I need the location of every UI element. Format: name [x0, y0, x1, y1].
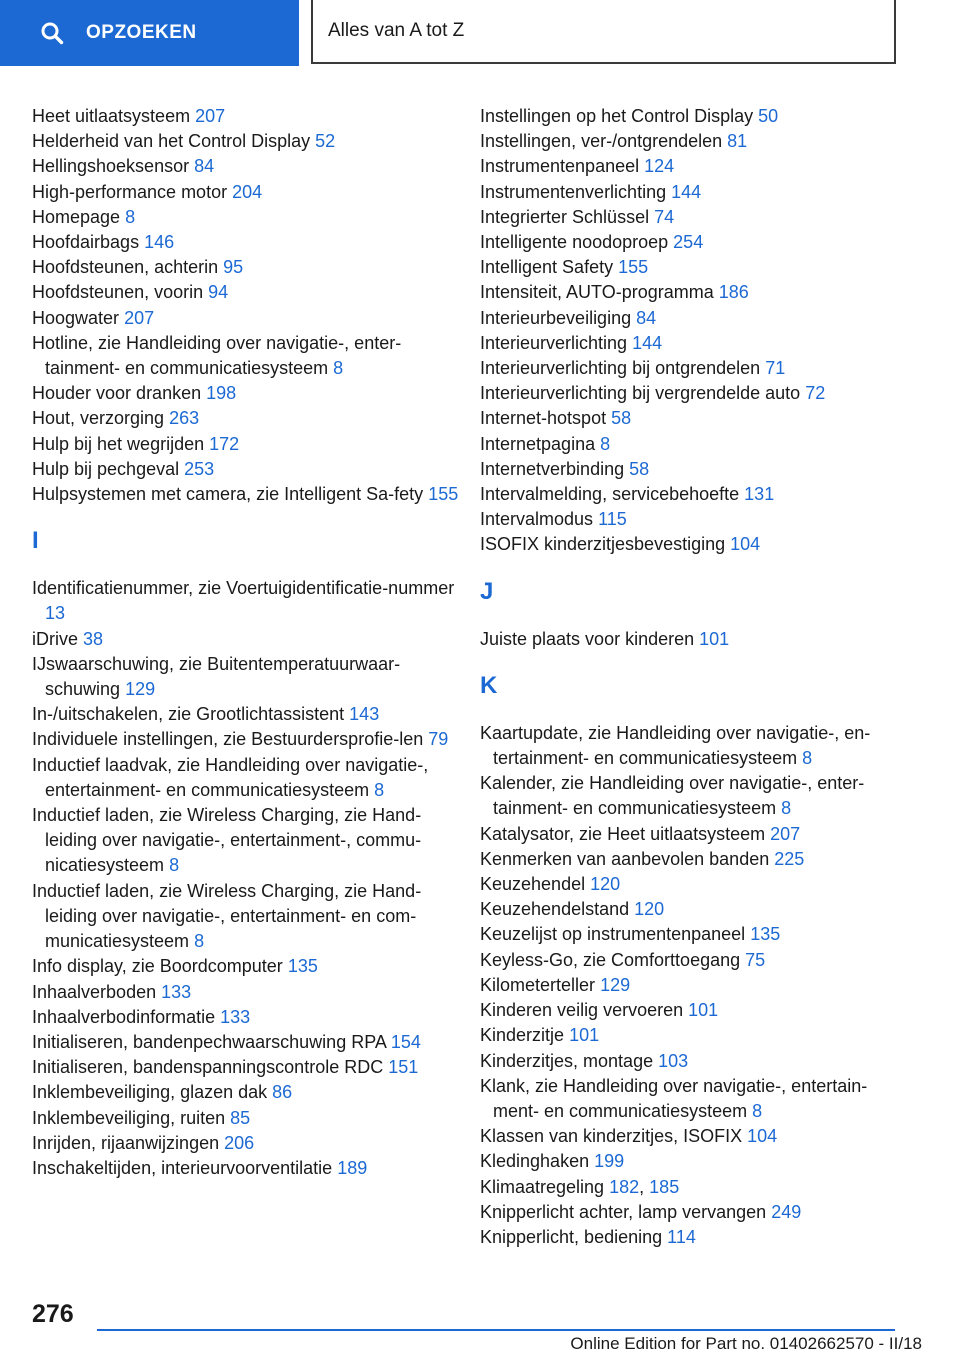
- index-entry: [32, 879, 472, 955]
- index-page-link[interactable]: 104: [747, 1126, 778, 1147]
- index-entry-term: High-performance motor: [32, 181, 228, 202]
- index-entry-term: Hulpsystemen met camera, zie Intelligent Sa-fety: [32, 484, 424, 505]
- index-entry: [32, 457, 472, 482]
- index-entry-term: Hulp bij pechgeval: [32, 458, 180, 479]
- index-page-link[interactable]: 114: [667, 1226, 696, 1247]
- index-entry: [32, 576, 472, 626]
- index-entry-term: In-/uitschakelen, zie Grootlichtassistent: [32, 704, 345, 725]
- index-entry-term: Kaartupdate, zie Handleiding over navigatie-, en-tertainment- en communicatiesysteem: [480, 722, 871, 769]
- index-page-link[interactable]: 72: [805, 383, 826, 404]
- index-page-link[interactable]: 101: [569, 1025, 600, 1046]
- index-entry: [32, 1055, 472, 1080]
- index-entry-term: Individuele instellingen, zie Bestuurdersprofie-len: [32, 729, 424, 750]
- index-entry: [32, 432, 472, 457]
- index-page-link[interactable]: 50: [758, 106, 779, 126]
- index-page-link[interactable]: 151: [388, 1057, 419, 1078]
- index-entry: [480, 1049, 900, 1074]
- index-entry: [480, 432, 900, 457]
- index-entry: [32, 406, 472, 431]
- index-entry-term: Hoofdairbags: [32, 232, 140, 253]
- index-entry: [32, 180, 472, 205]
- index-page-link[interactable]: 95: [223, 257, 244, 278]
- index-section-letter: I: [32, 527, 39, 555]
- index-entry: [32, 753, 472, 803]
- index-entry-term: Interieurverlichting: [480, 332, 628, 353]
- index-page-link[interactable]: 189: [337, 1157, 368, 1178]
- index-page-link[interactable]: 135: [287, 956, 318, 977]
- index-entry: [32, 727, 472, 752]
- index-page-link[interactable]: 79: [428, 729, 449, 750]
- index-entry: [480, 1200, 900, 1225]
- index-entry-term: Knipperlicht achter, lamp vervangen: [480, 1201, 767, 1222]
- index-entry-term: Klank, zie Handleiding over navigatie-, entertain-ment- en communicatiesysteem: [480, 1075, 868, 1121]
- index-entry-term: Interieurverlichting bij ontgrendelen: [480, 358, 761, 379]
- index-entry: [32, 230, 472, 255]
- index-page-link[interactable]: 135: [750, 924, 781, 945]
- index-entry-term: Keyless-Go, zie Comforttoegang: [480, 949, 741, 970]
- index-page-link[interactable]: 131: [744, 484, 775, 505]
- index-entry: [480, 998, 900, 1023]
- index-page-link[interactable]: 146: [144, 232, 175, 253]
- index-page-link[interactable]: 38: [83, 628, 104, 649]
- index-entry: [480, 771, 900, 821]
- index-entry-term: iDrive: [32, 628, 79, 649]
- index-page-link[interactable]: 58: [611, 408, 632, 429]
- index-entry-term: Kalender, zie Handleiding over navigatie-, enter-tainment- en communicatiesysteem: [480, 773, 865, 819]
- index-entry-term: Initialiseren, bandenpechwaarschuwing RPA: [32, 1031, 386, 1052]
- index-entry: [480, 255, 900, 280]
- index-page-link[interactable]: 8: [169, 855, 180, 876]
- index-entry: [480, 457, 900, 482]
- index-entry: [480, 230, 900, 255]
- index-entry: [480, 306, 900, 331]
- index-page-link[interactable]: 71: [765, 358, 786, 379]
- index-entry-term: Kinderzitjes, montage: [480, 1050, 654, 1071]
- index-entry-term: Internet-hotspot: [480, 408, 607, 429]
- index-page-link[interactable]: 185: [649, 1176, 680, 1197]
- index-entry-term: Knipperlicht, bediening: [480, 1226, 663, 1247]
- index-entry: [32, 652, 472, 702]
- index-entry: [32, 129, 472, 154]
- index-entry-term: Inductief laden, zie Wireless Charging, zie Hand-leiding over navigatie-, entertainment- en com-municatiesysteem: [32, 880, 422, 952]
- index-entry-term: Inhaalverboden: [32, 981, 157, 1002]
- index-entry-term: Kilometerteller: [480, 974, 596, 995]
- index-page-link[interactable]: 155: [428, 484, 459, 505]
- index-entry-term: Juiste plaats voor kinderen: [480, 628, 695, 649]
- index-page-link[interactable]: 86: [272, 1082, 293, 1103]
- index-page-link[interactable]: 204: [232, 181, 263, 202]
- index-entry: [480, 1124, 900, 1149]
- index-page-link[interactable]: 263: [169, 408, 200, 429]
- index-entry: [480, 180, 900, 205]
- index-entry: [480, 104, 900, 129]
- index-entry: [480, 948, 900, 973]
- search-button-label: OPZOEKEN: [86, 22, 197, 43]
- index-page-link[interactable]: 186: [718, 282, 749, 303]
- index-entry: [480, 1225, 900, 1250]
- index-entry: [480, 847, 900, 872]
- index-entry: [480, 507, 900, 532]
- index-entry-term: Internetverbinding: [480, 458, 625, 479]
- index-entry: [480, 406, 900, 431]
- index-entry-term: Keuzehendel: [480, 874, 586, 895]
- index-page-link[interactable]: 206: [224, 1132, 255, 1153]
- index-entry: [32, 954, 472, 979]
- index-page-link[interactable]: 8: [752, 1100, 763, 1121]
- index-page-link[interactable]: 254: [673, 232, 704, 253]
- index-entry-term: Klassen van kinderzitjes, ISOFIX: [480, 1126, 743, 1147]
- index-entry-term: Info display, zie Boordcomputer: [32, 956, 283, 977]
- index-page-link[interactable]: 207: [124, 307, 155, 328]
- index-entry-term: Houder voor dranken: [32, 383, 202, 404]
- index-section-letter: K: [480, 671, 498, 699]
- index-entry: [480, 356, 900, 381]
- index-entry-term: Keuzelijst op instrumentenpaneel: [480, 924, 746, 945]
- index-entry-term: Inductief laden, zie Wireless Charging, zie Hand-leiding over navigatie-, entertainment-, commu-nicatiesysteem: [32, 805, 422, 876]
- index-page-link[interactable]: 13: [45, 603, 66, 624]
- index-entry-term: Homepage: [32, 206, 121, 227]
- index-entry-term: Identificatienummer, zie Voertuigidentificatie-nummer: [32, 578, 455, 599]
- index-entry: [480, 154, 900, 179]
- index-entry-term: Internetpagina: [480, 433, 596, 454]
- index-entry: [32, 1080, 472, 1105]
- index-entry: [32, 331, 472, 381]
- index-entry: [32, 1030, 472, 1055]
- index-entry: Klimaatregeling 182, 185: [480, 1176, 680, 1197]
- index-page-link[interactable]: 75: [745, 949, 766, 970]
- index-entry: [32, 280, 472, 305]
- index-entry-term: Interieurverlichting bij vergrendelde auto: [480, 383, 801, 404]
- index-entry: [480, 532, 900, 557]
- index-entry-term: Intervalmodus: [480, 509, 594, 530]
- index-entry: [32, 1005, 472, 1030]
- index-page-link[interactable]: 58: [629, 458, 650, 479]
- footer-edition-text: Online Edition for Part no. 01402662570 - II/18: [570, 1334, 922, 1353]
- index-page-link[interactable]: 249: [771, 1201, 802, 1222]
- index-page-link[interactable]: 115: [598, 509, 627, 530]
- index-page-link[interactable]: 172: [209, 433, 240, 454]
- index-page-link[interactable]: 133: [220, 1006, 251, 1027]
- index-entry: [32, 1156, 472, 1181]
- index-entry-term: Instellingen op het Control Display: [480, 106, 754, 126]
- index-entry-term: Interieurbeveiliging: [480, 307, 632, 328]
- index-entry: [32, 381, 472, 406]
- index-entry-term: Inklembeveiliging, ruiten: [32, 1107, 226, 1128]
- index-entry-term: Hoofdsteunen, achterin: [32, 257, 219, 278]
- index-page-link[interactable]: 8: [194, 931, 205, 952]
- index-page-link[interactable]: 155: [618, 257, 649, 278]
- index-entry: [480, 381, 900, 406]
- page-number: 276: [32, 1300, 74, 1328]
- index-entry-term: Hoofdsteunen, voorin: [32, 282, 204, 303]
- index-page-link[interactable]: 120: [590, 874, 621, 895]
- index-page-link[interactable]: 8: [802, 748, 813, 769]
- index-page-link[interactable]: 8: [781, 798, 792, 819]
- index-entry: [32, 255, 472, 280]
- index-page-link[interactable]: 225: [774, 848, 805, 869]
- index-page-link[interactable]: 207: [770, 823, 801, 844]
- index-entry: [480, 331, 900, 356]
- top-navigation-bar: [0, 0, 960, 66]
- index-entry: [480, 482, 900, 507]
- index-entry-term: Kledinghaken: [480, 1151, 590, 1172]
- index-page-link[interactable]: 84: [194, 156, 215, 177]
- index-entry-term: Hotline, zie Handleiding over navigatie-, enter-tainment- en communicatiesysteem: [32, 332, 402, 379]
- index-entry-term: Inschakeltijden, interieurvoorventilatie: [32, 1157, 333, 1178]
- index-section-letter: J: [480, 577, 494, 605]
- index-column-right: [480, 104, 900, 1250]
- index-entry-term: Integrierter Schlüssel: [480, 206, 650, 227]
- index-entry-term: Heet uitlaatsysteem: [32, 106, 191, 126]
- index-entry-term: Initialiseren, bandenspanningscontrole RDC: [32, 1057, 384, 1078]
- index-entry: [480, 822, 900, 847]
- index-entry: [32, 154, 472, 179]
- index-entry: [480, 922, 900, 947]
- index-entry-term: Keuzehendelstand: [480, 899, 630, 920]
- index-entry-term: Helderheid van het Control Display: [32, 131, 311, 152]
- index-entry-term: Intensiteit, AUTO-programma: [480, 282, 714, 303]
- index-page-link[interactable]: 207: [195, 106, 226, 126]
- index-entry-term: ISOFIX kinderzitjesbevestiging: [480, 534, 726, 555]
- index-page-link[interactable]: 129: [125, 679, 156, 700]
- index-entry: [480, 280, 900, 305]
- index-entry: [32, 1131, 472, 1156]
- index-entry: [32, 980, 472, 1005]
- index-page-link[interactable]: 8: [333, 358, 344, 379]
- index-entry: [32, 627, 472, 652]
- index-entry-term: Intervalmelding, servicebehoefte: [480, 484, 740, 505]
- index-entry-term: Kinderen veilig vervoeren: [480, 1000, 684, 1021]
- index-page-link[interactable]: 8: [125, 206, 136, 227]
- index-entry: [480, 1149, 900, 1174]
- index-entry: [480, 205, 900, 230]
- index-page-link[interactable]: 199: [594, 1151, 625, 1172]
- section-title: Alles van A tot Z: [328, 20, 465, 41]
- index-page-link[interactable]: 101: [688, 1000, 719, 1021]
- index-entry-term: Inductief laadvak, zie Handleiding over navigatie-, entertainment- en communicatiesysteem: [32, 754, 429, 800]
- index-page-link[interactable]: 81: [727, 131, 748, 152]
- index-page-link[interactable]: 144: [632, 332, 663, 353]
- index-entry-term: Klimaatregeling: [480, 1176, 605, 1197]
- index-page-link[interactable]: 129: [600, 974, 631, 995]
- index-entry: [32, 482, 472, 507]
- index-entry: [32, 803, 472, 879]
- index-entry-term: Hoogwater: [32, 307, 120, 328]
- index-page-link[interactable]: 182: [609, 1176, 640, 1197]
- section-title-box: [311, 0, 896, 64]
- index-page-link[interactable]: 120: [634, 899, 665, 920]
- index-page-link[interactable]: 124: [644, 156, 675, 177]
- index-page-link[interactable]: 103: [658, 1050, 689, 1071]
- index-entry-term: Intelligente noodoproep: [480, 232, 669, 253]
- index-entry-term: Inhaalverbodinformatie: [32, 1006, 216, 1027]
- index-entry: [480, 721, 900, 771]
- search-icon: [40, 21, 64, 45]
- index-entry: [32, 702, 472, 727]
- index-page-link[interactable]: 143: [349, 704, 380, 725]
- index-entry: [480, 897, 900, 922]
- index-entry: [32, 1106, 472, 1131]
- index-page-link[interactable]: 74: [654, 206, 675, 227]
- search-button[interactable]: [0, 0, 299, 66]
- index-entry: [480, 627, 900, 652]
- index-page-link[interactable]: 101: [699, 628, 730, 649]
- index-entry-term: Hout, verzorging: [32, 408, 165, 429]
- index-page-link[interactable]: 94: [208, 282, 229, 303]
- index-page-link[interactable]: 253: [184, 458, 215, 479]
- index-entry-term: Instellingen, ver-/ontgrendelen: [480, 131, 723, 152]
- index-column-left: [32, 104, 472, 1181]
- index-page-link[interactable]: 154: [390, 1031, 421, 1052]
- index-page-link[interactable]: 84: [636, 307, 657, 328]
- index-page-link[interactable]: 52: [315, 131, 336, 152]
- index-entry-term: Hulp bij het wegrijden: [32, 433, 205, 454]
- index-entry: [480, 872, 900, 897]
- index-entry-term: Instrumentenverlichting: [480, 181, 667, 202]
- index-entry: [480, 1023, 900, 1048]
- index-entry-term: Instrumentenpaneel: [480, 156, 640, 177]
- index-entry-term: Kenmerken van aanbevolen banden: [480, 848, 770, 869]
- index-entry: [32, 104, 472, 129]
- footer-divider: [97, 1329, 895, 1331]
- index-entry-term: Inklembeveiliging, glazen dak: [32, 1082, 268, 1103]
- index-entry: [32, 306, 472, 331]
- index-entry: [480, 1074, 900, 1124]
- index-page-link[interactable]: 144: [671, 181, 702, 202]
- index-page-link[interactable]: 198: [206, 383, 237, 404]
- index-entry-term: Intelligent Safety: [480, 257, 614, 278]
- index-page-link[interactable]: 133: [161, 981, 192, 1002]
- index-page-link[interactable]: 8: [600, 433, 611, 454]
- index-entry-term: Kinderzitje: [480, 1025, 565, 1046]
- index-entry: [32, 205, 472, 230]
- index-page-link[interactable]: 85: [230, 1107, 251, 1128]
- index-entry-term: Hellingshoeksensor: [32, 156, 190, 177]
- index-page-link[interactable]: 8: [374, 779, 385, 800]
- index-entry-term: Katalysator, zie Heet uitlaatsysteem: [480, 823, 766, 844]
- index-entry-term: IJswaarschuwing, zie Buitentemperatuurwaar-schuwing: [32, 653, 401, 700]
- index-page-link[interactable]: 104: [730, 534, 761, 555]
- index-entry: [480, 973, 900, 998]
- index-entry-term: Inrijden, rijaanwijzingen: [32, 1132, 220, 1153]
- index-entry: [480, 129, 900, 154]
